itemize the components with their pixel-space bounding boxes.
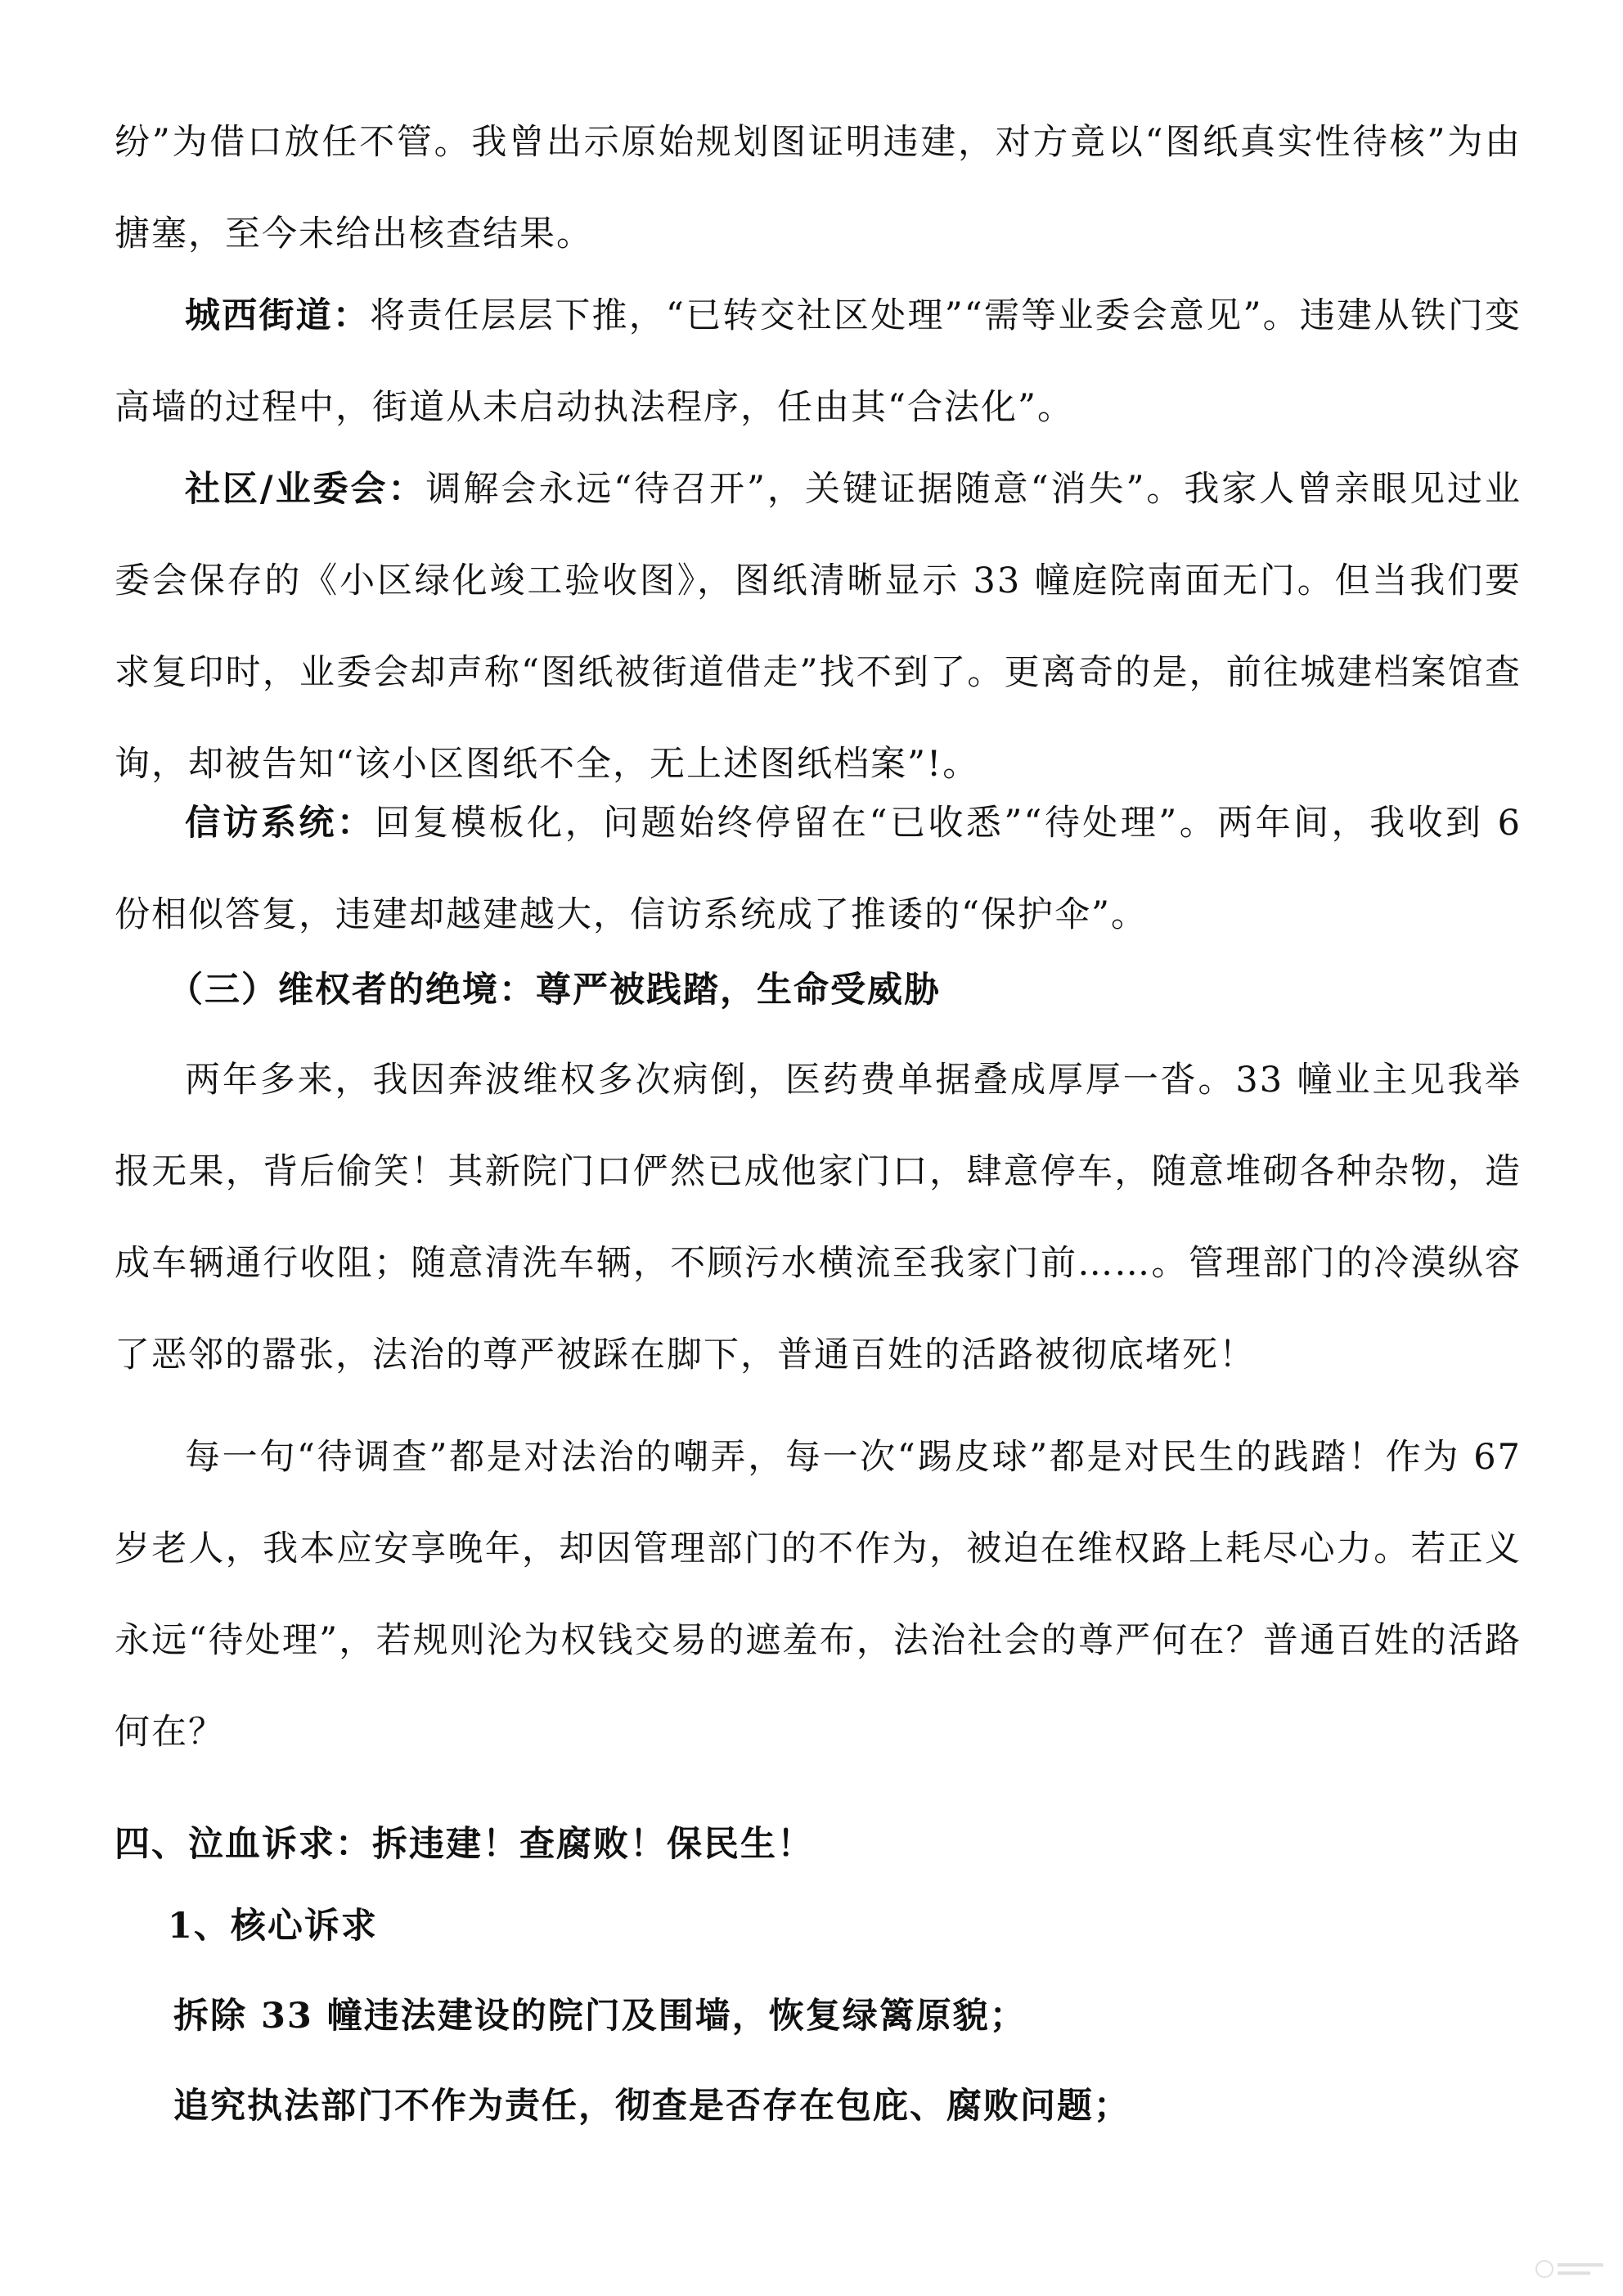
demand-item-2: 追究执法部门不作为责任，彻查是否存在包庇、腐败问题； [173,2086,1131,2127]
watermark-logo-icon [1535,2257,1608,2281]
paragraph-text: 两年多来，我因奔波维权多次病倒，医药费单据叠成厚厚一沓。33 幢业主见我举报无果，背后偷笑！其新院门口俨然已成他家门口，肆意停车，随意堆砌各种杂物，造成车辆通行收阻；随意清洗车辆，不顾污水横流至我家门前……。管理部门的冷漠纵容了恶邻的嚣张，法治的尊严被踩在脚下，普通百姓的活路被彻底堵死！ [115,1060,1522,1375]
paragraph-lead: 城西街道： [185,295,371,336]
demand-item-1: 拆除 33 幢违法建设的院门及围墙，恢复绿篱原貌； [173,1996,1027,2037]
paragraph-lead: 社区/业委会： [185,469,426,510]
paragraph-chengxi-street [115,270,1522,453]
paragraph-text: 每一句“待调查”都是对法治的嘲弄，每一次“踢皮球”都是对民生的践踏！作为 67 岁老人，我本应安享晚年，却因管理部门的不作为，被迫在维权路上耗尽心力。若正义永远“待处理”，若规则沦为权钱交易的遮羞布，法治社会的尊严何在？普通百姓的活路何在？ [115,1437,1522,1753]
paragraph-text: 调解会永远“待召开”，关键证据随意“消失”。我家人曾亲眼见过业委会保存的《小区绿化竣工验收图》，图纸清晰显示 33 幢庭院南面无门。但当我们要求复印时，业委会却声称“图纸被街道借走”找不到了。更离奇的是，前往城建档案馆查询，却被告知“该小区图纸不全，无上述图纸档案”!。 [115,469,1522,785]
paragraph-petition-system [115,777,1522,961]
section-heading-4: 四、泣血诉求：拆违建！查腐败！保民生！ [115,1824,814,1865]
section-heading-3: （三）维权者的绝境：尊严被践踏，生命受威胁 [168,970,941,1011]
paragraph-community-committee [115,443,1522,810]
paragraph-despair [115,1034,1522,1401]
paragraph-appeal [115,1411,1522,1778]
paragraph-text: 将责任层层下推，“已转交社区处理”“需等业委会意见”。违建从铁门变高墙的过程中，街道从未启动执法程序，任由其“合法化”。 [115,295,1522,428]
paragraph-text: 纷”为借口放任不管。我曾出示原始规划图证明违建，对方竟以“图纸真实性待核”为由搪塞，至今未给出核查结果。 [115,122,1522,254]
subheading-core-demands: 1、核心诉求 [168,1906,378,1947]
paragraph-lead: 信访系统： [185,803,375,844]
paragraph-continuation [115,97,1522,280]
paragraph-text: 回复模板化，问题始终停留在“已收悉”“待处理”。两年间，我收到 6 份相似答复，违建却越建越大，信访系统成了推诿的“保护伞”。 [115,803,1522,935]
